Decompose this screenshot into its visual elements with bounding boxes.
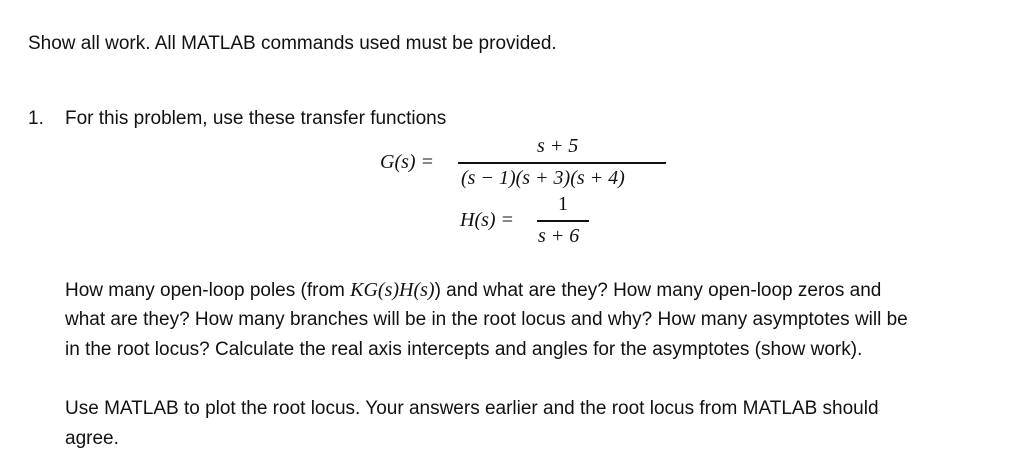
h-numerator: 1 xyxy=(558,193,568,215)
problem-intro: For this problem, use these transfer functions xyxy=(65,108,447,129)
problem-number: 1. xyxy=(28,108,44,129)
instructions-text: Show all work. All MATLAB commands used must be provided. xyxy=(28,33,557,54)
matlab-task-line-1: Use MATLAB to plot the root locus. Your answers earlier and the root locus from MATLAB should xyxy=(65,398,879,419)
g-fraction-bar xyxy=(458,162,666,164)
question-line-3: in the root locus? Calculate the real axis intercepts and angles for the asymptotes (show work). xyxy=(65,339,863,360)
question-line-1-after: ) and what are they? How many open-loop zeros and xyxy=(434,280,882,301)
question-line-2: what are they? How many branches will be in the root locus and why? How many asymptotes will be xyxy=(65,309,908,330)
g-numerator: s + 5 xyxy=(537,135,579,157)
question-line-1 xyxy=(65,279,881,302)
h-lhs: H(s) = xyxy=(460,209,515,231)
matlab-task-line-2: agree. xyxy=(65,428,119,449)
g-denominator: (s − 1)(s + 3)(s + 4) xyxy=(461,167,625,189)
question-math-kgh: KG(s)H(s) xyxy=(350,279,435,301)
h-fraction-bar xyxy=(537,220,589,222)
g-lhs: G(s) = xyxy=(380,151,435,173)
question-line-1-before: How many open-loop poles (from xyxy=(65,280,351,301)
h-denominator: s + 6 xyxy=(538,225,580,247)
